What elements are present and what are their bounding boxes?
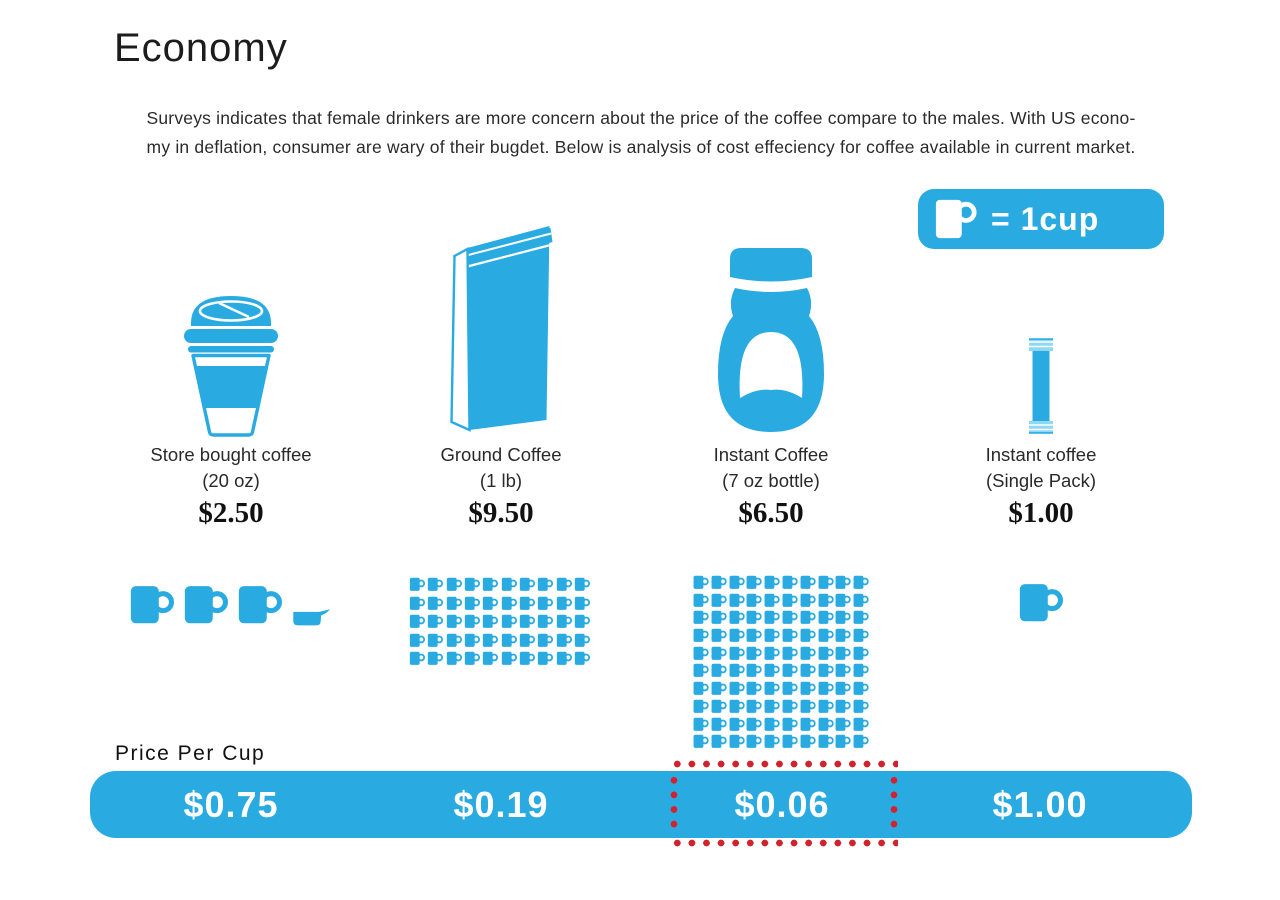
cup-icon — [574, 613, 590, 629]
cup-icon — [556, 576, 572, 592]
takeaway-cup-icon — [171, 287, 291, 437]
cup-icon — [729, 733, 745, 749]
cup-icon — [428, 613, 444, 629]
cup-icon — [464, 613, 480, 629]
cup-icon — [764, 716, 780, 732]
cup-icon — [764, 680, 780, 696]
product-column-ground-coffee — [366, 180, 636, 760]
cup-icon — [746, 627, 762, 643]
cup-icon — [184, 579, 228, 627]
product-price: $6.50 — [738, 497, 804, 529]
cup-icon — [835, 733, 851, 749]
cup-icon — [818, 680, 834, 696]
cup-icon — [835, 627, 851, 643]
product-size: (20 oz) — [202, 470, 260, 491]
cup-icon — [501, 595, 517, 611]
cup-icon — [464, 650, 480, 666]
cup-icon — [818, 645, 834, 661]
cup-icon — [711, 698, 727, 714]
cup-icon — [782, 662, 798, 678]
cup-icon — [746, 733, 762, 749]
cup-icon — [428, 632, 444, 648]
product-name: Instant Coffee — [713, 444, 829, 465]
cup-icon — [800, 698, 816, 714]
cup-icon — [764, 645, 780, 661]
cup-icon — [835, 662, 851, 678]
cup-icon — [693, 592, 709, 608]
cup-icon — [729, 662, 745, 678]
cup-icon — [483, 632, 499, 648]
cup-icon — [693, 662, 709, 678]
cup-icon — [409, 576, 425, 592]
cup-icon — [501, 613, 517, 629]
cup-icon — [853, 716, 869, 732]
cup-icon — [446, 595, 462, 611]
cup-icon — [746, 574, 762, 590]
cup-icon — [746, 680, 762, 696]
cup-icon — [446, 650, 462, 666]
cup-icon — [711, 645, 727, 661]
page-title: Economy — [114, 26, 288, 70]
cup-icon — [853, 592, 869, 608]
price-per-cup-value-instant-bottle: $0.06 — [734, 784, 830, 825]
cup-icon — [519, 632, 535, 648]
cup-icon — [853, 733, 869, 749]
cup-icon — [853, 680, 869, 696]
cups-row — [96, 575, 366, 627]
cup-icon — [782, 698, 798, 714]
cup-icon — [782, 574, 798, 590]
cup-icon — [729, 609, 745, 625]
cup-icon — [764, 662, 780, 678]
cup-icon — [835, 680, 851, 696]
cup-icon — [782, 733, 798, 749]
cup-icon — [818, 716, 834, 732]
cup-icon — [501, 576, 517, 592]
cup-icon — [782, 645, 798, 661]
cup-icon — [693, 680, 709, 696]
product-column-store-bought — [96, 180, 366, 760]
cup-icon — [519, 613, 535, 629]
cup-icon — [574, 576, 590, 592]
cup-icon — [693, 627, 709, 643]
cup-icon — [519, 650, 535, 666]
product-name: Ground Coffee — [440, 444, 562, 465]
cup-icon — [746, 662, 762, 678]
description — [112, 104, 1170, 162]
cup-icon — [853, 627, 869, 643]
cup-icon — [746, 592, 762, 608]
cup-icon — [464, 595, 480, 611]
cups-grid — [409, 576, 592, 669]
cup-icon — [538, 613, 554, 629]
cup-icon — [764, 574, 780, 590]
price-per-cup-value-instant-pack: $1.00 — [992, 784, 1088, 825]
cups-single — [906, 577, 1176, 625]
cup-icon — [409, 650, 425, 666]
cup-icon — [853, 662, 869, 678]
cup-icon — [800, 680, 816, 696]
cup-icon — [800, 574, 816, 590]
cup-icon — [464, 632, 480, 648]
cup-icon — [729, 574, 745, 590]
cup-icon — [835, 574, 851, 590]
cup-icon — [853, 645, 869, 661]
cup-icon — [711, 592, 727, 608]
cup-icon — [556, 613, 572, 629]
cup-icon — [818, 592, 834, 608]
cup-icon — [1019, 577, 1063, 625]
cup-icon — [853, 698, 869, 714]
cup-icon — [238, 579, 282, 627]
product-name: Instant coffee — [985, 444, 1097, 465]
cup-icon — [501, 632, 517, 648]
cup-icon — [782, 609, 798, 625]
cup-icon — [782, 627, 798, 643]
cup-icon — [764, 609, 780, 625]
cup-icon — [538, 650, 554, 666]
cup-icon — [800, 733, 816, 749]
cup-icon — [483, 595, 499, 611]
price-per-cup-value-store-bought: $0.75 — [183, 784, 279, 825]
cup-icon — [409, 595, 425, 611]
cup-icon — [574, 595, 590, 611]
cup-icon — [538, 632, 554, 648]
price-per-cup-bar — [90, 771, 1192, 838]
cups-grid — [693, 574, 871, 751]
cup-icon — [746, 698, 762, 714]
partial-cup-icon — [292, 608, 332, 627]
cup-icon — [446, 613, 462, 629]
coffee-bag-icon — [434, 212, 569, 437]
cup-icon — [853, 574, 869, 590]
cup-icon — [428, 576, 444, 592]
cup-icon — [693, 574, 709, 590]
cup-icon — [835, 592, 851, 608]
cup-icon — [711, 733, 727, 749]
cup-icon — [446, 632, 462, 648]
price-per-cup-value-ground: $0.19 — [453, 784, 549, 825]
cup-icon — [729, 680, 745, 696]
cup-icon — [693, 716, 709, 732]
cup-icon — [519, 595, 535, 611]
cup-icon — [764, 592, 780, 608]
cup-icon — [711, 627, 727, 643]
cup-icon — [446, 576, 462, 592]
cup-icon — [574, 650, 590, 666]
cup-icon — [782, 680, 798, 696]
cup-icon — [693, 609, 709, 625]
cup-icon — [464, 576, 480, 592]
product-price: $2.50 — [198, 497, 264, 529]
cup-icon — [711, 716, 727, 732]
cup-icon — [538, 595, 554, 611]
cup-icon — [818, 574, 834, 590]
cup-icon — [818, 627, 834, 643]
price-per-cup-label: Price Per Cup — [115, 742, 266, 765]
cup-icon — [835, 698, 851, 714]
product-column-instant-coffee-bottle — [636, 180, 906, 760]
cup-icon — [711, 609, 727, 625]
cup-icon — [483, 613, 499, 629]
cup-icon — [729, 698, 745, 714]
dotted-border-left — [670, 773, 678, 834]
cup-icon — [746, 716, 762, 732]
cup-icon — [835, 716, 851, 732]
cup-icon — [693, 698, 709, 714]
cup-icon — [853, 609, 869, 625]
product-size: (Single Pack) — [985, 470, 1096, 491]
product-size: (1 lb) — [479, 470, 523, 491]
product-price: $1.00 — [1008, 497, 1074, 529]
cup-icon — [729, 645, 745, 661]
cup-icon — [764, 733, 780, 749]
product-size: (7 oz bottle) — [722, 470, 820, 491]
cup-icon — [711, 662, 727, 678]
coffee-stick-icon — [1028, 337, 1054, 435]
cup-icon — [130, 579, 174, 627]
cup-icon — [800, 662, 816, 678]
cup-icon — [746, 645, 762, 661]
dotted-border-top — [670, 760, 898, 768]
description-line-1: Surveys indicates that female drinkers are more concern about the price of the coffee compare to the males. With US econo- — [146, 108, 1136, 128]
cup-icon — [409, 632, 425, 648]
cup-icon — [800, 609, 816, 625]
cup-icon — [428, 595, 444, 611]
cup-icon — [800, 627, 816, 643]
cup-icon — [711, 680, 727, 696]
cup-icon — [818, 733, 834, 749]
cup-icon — [519, 576, 535, 592]
cup-icon — [501, 650, 517, 666]
cup-icon — [818, 662, 834, 678]
cup-icon — [800, 716, 816, 732]
cup-icon — [764, 698, 780, 714]
cup-icon — [764, 627, 780, 643]
dotted-border-right — [890, 773, 898, 834]
cup-icon — [556, 650, 572, 666]
dotted-border-bottom — [670, 839, 898, 847]
cup-icon — [729, 716, 745, 732]
product-column-instant-coffee-pack — [906, 180, 1176, 760]
cup-icon — [818, 609, 834, 625]
product-name: Store bought coffee — [150, 444, 312, 465]
description-line-2: my in deflation, consumer are wary of their bugdet. Below is analysis of cost effeciency for coffee available in current market. — [146, 137, 1136, 157]
cup-icon — [409, 613, 425, 629]
cup-icon — [729, 627, 745, 643]
cup-icon — [818, 698, 834, 714]
coffee-jar-icon — [710, 246, 832, 437]
product-price: $9.50 — [468, 497, 534, 529]
cup-icon — [693, 733, 709, 749]
cup-icon — [782, 716, 798, 732]
cup-icon — [729, 592, 745, 608]
cup-icon — [538, 576, 554, 592]
cup-icon — [800, 645, 816, 661]
cup-icon — [835, 609, 851, 625]
cup-icon — [574, 632, 590, 648]
cup-icon — [483, 650, 499, 666]
legend-label: = 1cup — [991, 200, 1100, 237]
cup-icon — [556, 595, 572, 611]
cup-icon — [746, 609, 762, 625]
cup-icon — [556, 632, 572, 648]
cup-icon — [782, 592, 798, 608]
cup-icon — [428, 650, 444, 666]
cup-icon — [835, 645, 851, 661]
cup-icon — [711, 574, 727, 590]
best-value-highlight-box — [670, 760, 898, 847]
cup-icon — [800, 592, 816, 608]
cup-icon — [483, 576, 499, 592]
cup-icon — [693, 645, 709, 661]
